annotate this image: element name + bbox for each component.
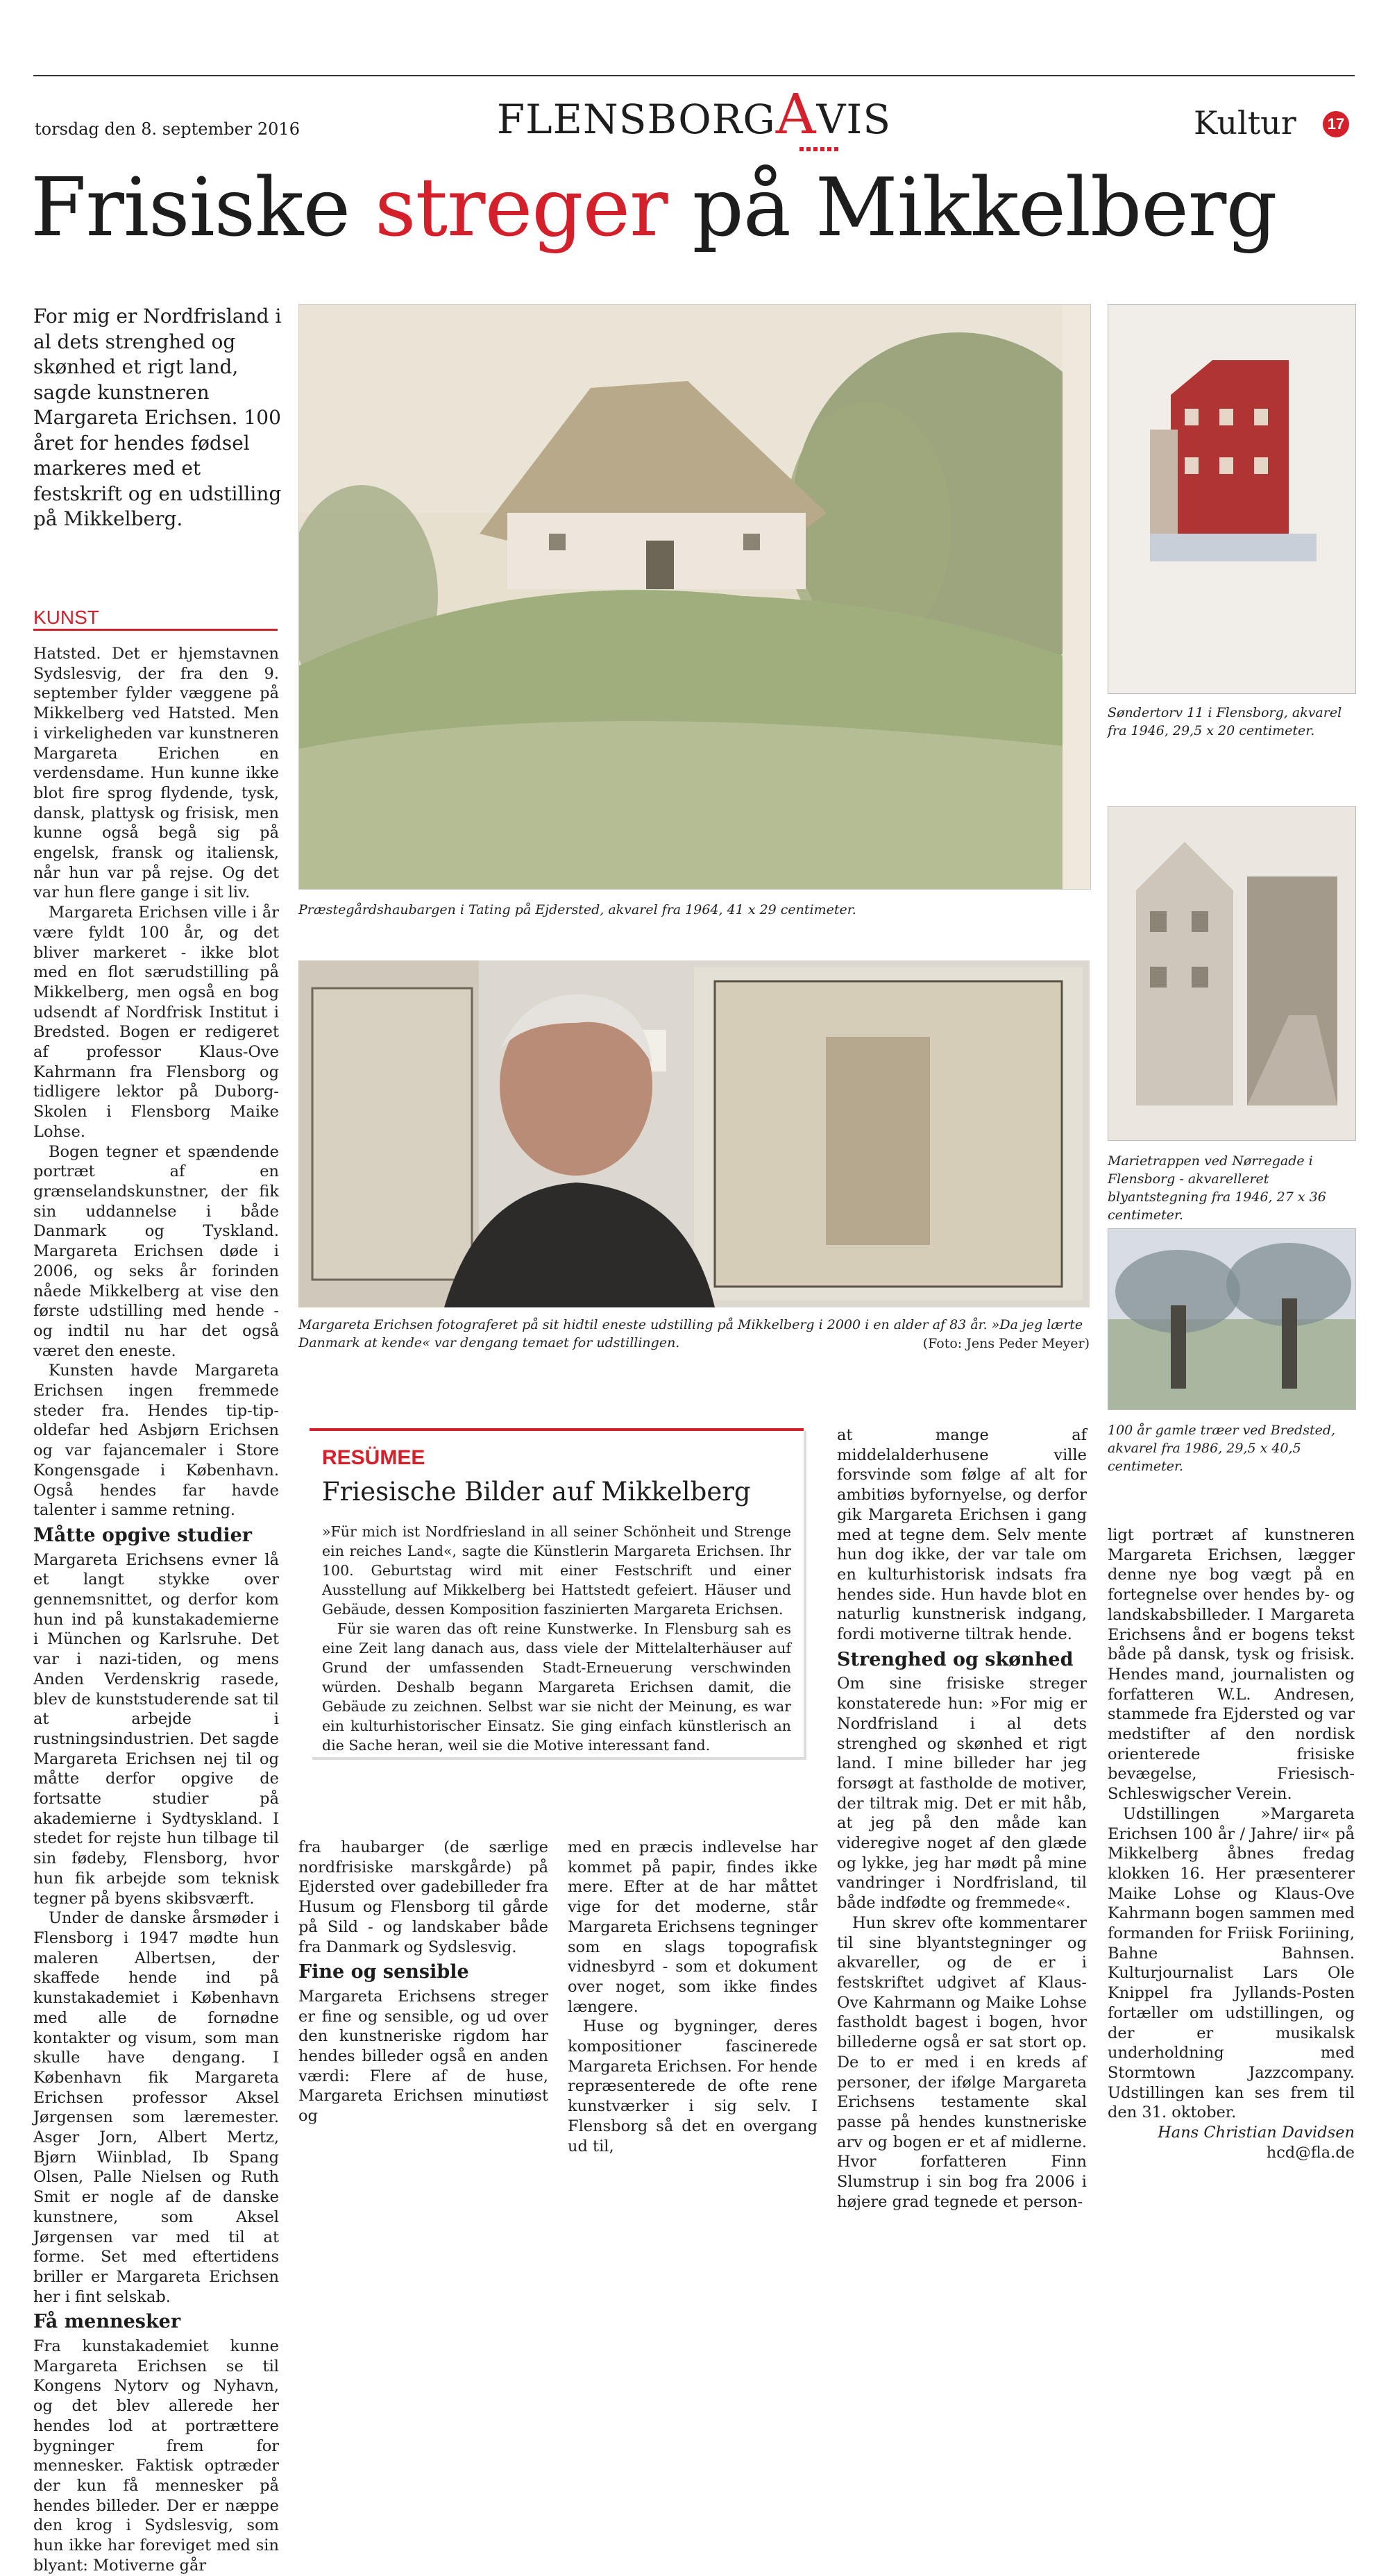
trees-caption: 100 år gamle træer ved Bredsted, akvarel fra 1986, 29,5 x 40,5 centimeter. bbox=[1108, 1423, 1336, 1474]
intro-text: For mig er Nordfrisland i al dets strenghed og skønhed et rigt land, sagde kunstneren Margareta Erichsen. 100 året for hendes fødsel markeres med et festskrift og en udstilling på Mikkelberg. bbox=[33, 305, 282, 530]
col1-paragraph: Bogen tegner et spændende portræt af en grænselandskunstner, der fik sin uddannelse i både Danmark og Tyskland. Margareta Erichsen døde i 2006, og seks år forinden nåede Mikkelberg at vise den første udstilling med hende - og indtil nu har det også været den eneste. bbox=[33, 1142, 279, 1360]
resume-body bbox=[322, 1522, 791, 1755]
col1-paragraph: Margareta Erichsens evner lå et langt stykke over gennemsnittet, og derfor kom hun ind på kunstakademierne i München og Karlsruhe. Det var i nazi-tiden, og mens Anden Verdenskrig rasede, blev de kunststuderende sat til at arbejde i rustningsindustrien. Det sagde Margareta Erichsen nej til og måtte derfor opgive de fortsatte studier på akademierne i Sydtyskland. I stedet for rejste hun tilbage til sin fødeby, Flensborg, hvor hun fik arbejde som teknisk tegner på byens skibsværft. bbox=[33, 1550, 279, 1908]
headline-part2: streger bbox=[375, 161, 668, 255]
issue-date: torsdag den 8. september 2016 bbox=[35, 119, 300, 139]
byline: Hans Christian Davidsen bbox=[1158, 2124, 1355, 2142]
subhead-strenghed-og-skoenhed: Strenghed og skønhed bbox=[837, 1648, 1074, 1670]
column-4 bbox=[837, 1425, 1087, 2212]
resume-paragraph: »Für mich ist Nordfriesland in all seiner Schönheit und Strenge ein reiches Land«, sagte die Künstlerin Margareta Erichsen. Ihr 100. Geburtstag wird mit einer Festschrift und einer Ausstellung auf Mikkelberg bei Hattstedt gefeiert. Häuser und Gebäude, dessen Komposition faszinierten Margareta Erichsen. bbox=[322, 1523, 791, 1618]
column-1 bbox=[33, 644, 279, 2576]
trees-painting-image bbox=[1108, 1228, 1356, 1410]
sondertorv-painting-image bbox=[1108, 304, 1356, 694]
byline-email: hcd@fla.de bbox=[1266, 2143, 1355, 2162]
col2-paragraph: fra haubarger (de særlige nordfrisiske marskgårde) på Ejdersted over gadebilleder fra Husum og Flensborg til gårde på Sild - og landskaber både fra Danmark og Sydslesvig. bbox=[298, 1838, 548, 1956]
marietrappen-drawing-image bbox=[1108, 806, 1356, 1141]
main-painting-image bbox=[298, 304, 1091, 890]
section-label: Kultur bbox=[1194, 104, 1296, 142]
resume-paragraph: Für sie waren das oft reine Kunstwerke. In Flensburg sah es eine Zeit lang danach aus, dass viele der Mittelalterhäuser auf Grund der umfassenden Stadt-Erneuerung verschwinden würden. Deshalb begann Margareta Erichsen damit, die Gebäude zu zeichnen. Selbst war sie nicht der Meinung, es war ein kulturhistorischer Einsatz. Sie ging einfach künstlerisch an die Sache heran, weil sie die Motive interessant fand. bbox=[322, 1620, 791, 1754]
resume-box bbox=[310, 1428, 804, 1757]
col3-paragraph: med en præcis indlevelse har kommet på papir, findes ikke mere. Efter at de har måttet vige for det moderne, står Margareta Erichsens tegninger som en slags topografisk vidnesbyrd - som et dokument over noget, som ikke findes længere. bbox=[568, 1838, 818, 2016]
page-number: 17 bbox=[1327, 115, 1345, 133]
masthead-left: FLENSBORG bbox=[496, 96, 776, 143]
col4-paragraph: Hun skrev ofte kommentarer til sine blyantstegninger og akvareller, og de er i festskriftet udgivet af Klaus-Ove Kahrmann og Maike Lohse fastholdt bagest i bogen, hvor billederne også er sat stort op. De to er med i en kreds af personer, der ifølge Margareta Erichsens testamente skal passe på hendes kunstneriske arv og bogen er et af midlerne. Hvor forfatteren Finn Slumstrup i sin bog fra 2006 i højere grad tegnede et person- bbox=[837, 1913, 1087, 2211]
resume-title: Friesische Bilder auf Mikkelberg bbox=[322, 1477, 751, 1507]
masthead bbox=[458, 82, 930, 146]
subhead-fine-og-sensible: Fine og sensible bbox=[298, 1961, 469, 1983]
col1-paragraph: Under de danske årsmøder i Flensborg i 1947 mødte hun maleren Albertsen, der skaffede hende ind på kunstakademiet i København med alle de fornødne kontakter og visum, som man skulle have dengang. I København fik Margareta Erichsen professor Aksel Jørgensen som læremester. Asger Jorn, Albert Mertz, Bjørn Wiinblad, Ib Spang Olsen, Palle Nielsen og Ruth Smit er nogle af de danske kunstnere, som Aksel Jørgensen var med til at forme. Set med eftertidens briller er Margareta Erichsen her i fint selskab. bbox=[33, 1909, 279, 2306]
resume-label: RESÜMEE bbox=[322, 1446, 425, 1469]
subhead-maatte-opgive: Måtte opgive studier bbox=[33, 1524, 253, 1546]
portrait-caption: Margareta Erichsen fotograferet på sit hidtil eneste udstilling på Mikkelberg i 2000 i en alder af 83 år. »Da jeg lærte Danmark at kende« var dengang temaet for udstillingen. bbox=[298, 1317, 1083, 1350]
rubric-label: KUNST bbox=[33, 607, 99, 628]
top-rule bbox=[33, 75, 1355, 76]
sondertorv-caption: Søndertorv 11 i Flensborg, akvarel fra 1946, 29,5 x 20 centimeter. bbox=[1108, 705, 1342, 738]
headline bbox=[31, 160, 1363, 257]
col4-paragraph: Om sine frisiske streger konstaterede hun: »For mig er Nordfrisland i al dets strenghed og skønhed et rigt land. I mine billeder har jeg forsøgt at fastholde de motiver, der tiltrak mig. Det er mit håb, at jeg på den måde kan videregive noget af den glæde og lykke, jeg har mødt på mine vandringer i Nordfrisland, til både indfødte og fremmede«. bbox=[837, 1675, 1087, 1913]
col2-paragraph: Margareta Erichsens streger er fine og sensible, og ud over den kunstneriske rigdom har hendes billeder også en anden værdi: Flere af de huse, Margareta Erichsen minutiøst og bbox=[298, 1987, 548, 2126]
main-painting-caption: Præstegårdshaubargen i Tating på Ejdersted, akvarel fra 1964, 41 x 29 centimeter. bbox=[298, 902, 856, 917]
marietrappen-caption: Marietrappen ved Nørregade i Flensborg - akvarelleret blyantstegning fra 1946, 27 x 36 centimeter. bbox=[1108, 1153, 1326, 1223]
col1-paragraph: Fra kunstakademiet kunne Margareta Erichsen se til Kongens Nytorv og Nyhavn, og det blev allerede her hendes lod at portrættere bygninger frem for mennesker. Faktisk optræder der kun få mennesker på hendes billeder. Der er næppe den krog i Sydslesvig, som hun ikke har foreviget med sin blyant: Motiverne går bbox=[33, 2337, 279, 2575]
headline-part3: på Mikkelberg bbox=[692, 161, 1277, 255]
masthead-right: VIS bbox=[816, 96, 892, 143]
col3-paragraph: Huse og bygninger, deres kompositioner fascinerede Margareta Erichsen. For hende repræsenterede de ofte rene kunstværker i sig selv. I Flensborg så det en overgang ud til, bbox=[568, 2017, 818, 2155]
column-5 bbox=[1108, 1525, 1355, 2163]
portrait-credit: (Foto: Jens Peder Meyer) bbox=[922, 1336, 1090, 1351]
portrait-photo bbox=[298, 960, 1090, 1307]
headline-part1: Frisiske bbox=[31, 161, 350, 255]
col4-paragraph: at mange af middelalderhusene ville forsvinde som følge af alt for ambitiøs byfornyelse, og derfor gik Margareta Erichsen i gang med at tegne dem. Selv mente hun dog ikke, der var tale om en kulturhistorisk indsats fra hendes side. Hun havde blot en naturlig kunstnerisk indgang, fordi motiverne tiltrak hende. bbox=[837, 1426, 1087, 1644]
page-number-badge bbox=[1323, 111, 1349, 137]
column-3 bbox=[568, 1838, 818, 2156]
masthead-a: A bbox=[775, 82, 817, 146]
masthead-dots bbox=[799, 147, 838, 151]
col1-paragraph: Hatsted. Det er hjemstavnen Sydslesvig, der fra den 9. september fylder væggene på Mikkelberg ved Hatsted. Men i virkeligheden var kunstneren Margareta Erichen en verdensdame. Hun kunne ikke blot fire sprog flydende, tysk, dansk, plattysk og frisisk, men kunne også begå sig på engelsk, fransk og italiensk, når hun var på rejse. Og det var hun flere gange i sit liv. bbox=[33, 645, 279, 902]
col5-paragraph: Udstillingen »Margareta Erichsen 100 år / Jahre/ iir« på Mikkelberg åbnes fredag klokken 16. Her præsenterer Maike Lohse og Klaus-Ove Kahrmann bogen sammen med formanden for Friisk Foriining, Bahne Bahnsen. Kulturjournalist Lars Ole Knippel fra Jyllands-Posten fortæller om udstillingen, og der er musikalsk underholdning med Stormtown Jazzcompany. Udstillingen kan ses frem til den 31. oktober. bbox=[1108, 1804, 1355, 2122]
col5-paragraph: ligt portræt af kunstneren Margareta Erichsen, lægger denne nye bog vægt på en fortegnelse over hendes by- og landskabsbilleder. I Margareta Erichsens ånd er bogens tekst både på dansk, tysk og frisisk. Hendes mand, journalisten og forfatteren W.L. Andresen, stammede fra Ejdersted og var medstifter af den nordisk orienterede frisiske bevægelse, Friesisch-Schleswigscher Verein. bbox=[1108, 1526, 1355, 1804]
col1-paragraph: Kunsten havde Margareta Erichsen ingen fremmede steder fra. Hendes tip-tip-oldefar hed Asbjørn Erichsen og var fajancemaler i Store Kongensgade i København. Også hendes far havde talenter i samme retning. bbox=[33, 1362, 279, 1520]
rubric bbox=[33, 607, 278, 631]
col1-paragraph: Margareta Erichsen ville i år være fyldt 100 år, og det bliver markeret - ikke blot med en flot særudstilling på Mikkelberg, men også en bog udsendt af Nordfrisk Institut i Bredsted. Bogen er redigeret af professor Klaus-Ove Kahrmann fra Flensborg og tidligere lektor på Duborg-Skolen i Flensborg Maike Lohse. bbox=[33, 904, 279, 1141]
subhead-faa-mennesker: Få mennesker bbox=[33, 2311, 181, 2333]
column-2 bbox=[298, 1838, 548, 2126]
